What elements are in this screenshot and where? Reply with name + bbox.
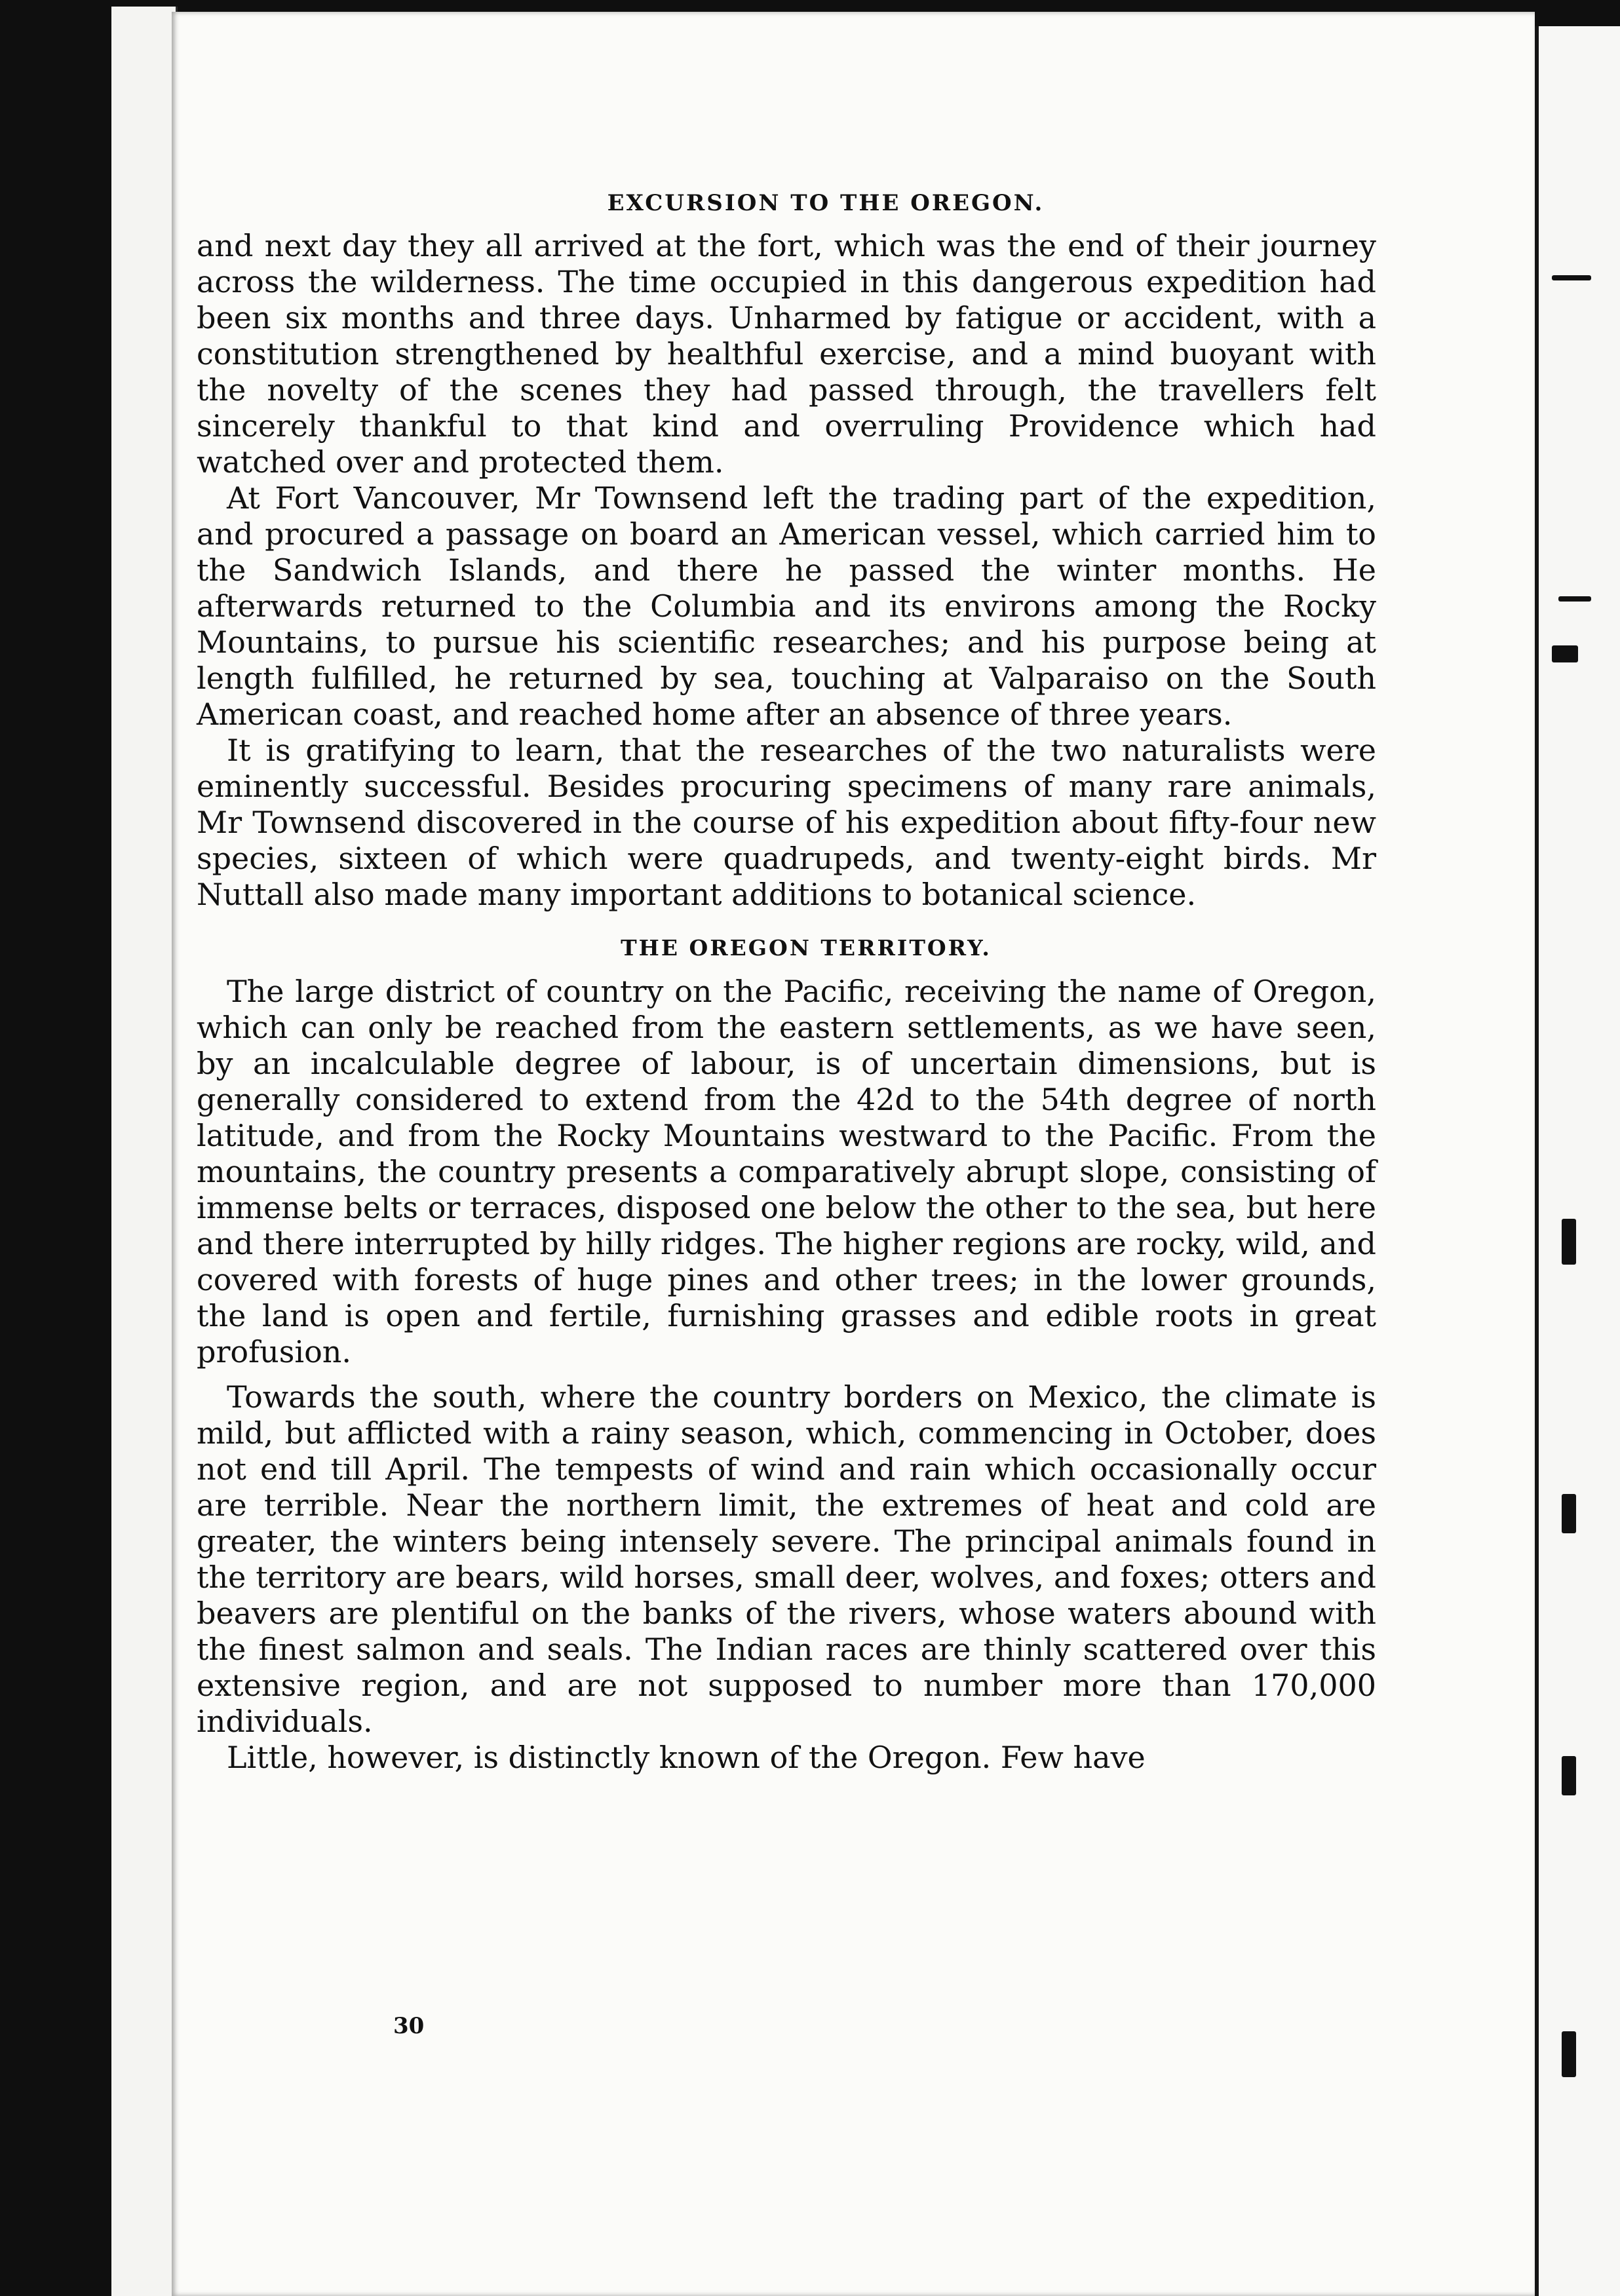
margin-mark (1562, 2031, 1576, 2077)
margin-mark (1552, 275, 1591, 280)
margin-mark (1558, 596, 1591, 602)
margin-mark (1562, 1756, 1576, 1795)
paragraph: Towards the south, where the country borders on Mexico, the climate is mild, but afflicted with a rainy season, which, commencing in October, does not end till April. The tempests of wind and rain which occasionally occur are terrible. Near the northern limit, the extremes of heat and cold are greater, the winters being intensely severe. The principal animals found in the territory are bears, wild horses, small deer, wolves, and foxes; otters and beavers are plentiful on the banks of the rivers, whose waters abound with the finest salmon and seals. The Indian races are thinly scattered over this extensive region, and are not supposed to number more than 170,000 individuals. (197, 1379, 1376, 1739)
margin-mark (1562, 1494, 1576, 1533)
paragraph: It is gratifying to learn, that the researches of the two naturalists were eminently successful. Besides procuring specimens of many rare animals, Mr Townsend discovered in the course of his expedition about fifty-four new species, sixteen of which were quadrupeds, and twenty-eight birds. Mr Nuttall also made many important additions to botanical science. (197, 733, 1376, 912)
running-head: EXCURSION TO THE OREGON. (607, 190, 1045, 216)
paragraph: The large district of country on the Pacific, receiving the name of Oregon, which can only be reached from the eastern settlements, as we have seen, by an incalculable degree of labour, is of uncertain dimensions, but is generally considered to extend from the 42d to the 54th degree of north latitude, and from the Rocky Mountains westward to the Pacific. From the mountains, the country presents a comparatively abrupt slope, consisting of immense belts or terraces, disposed one below the other to the sea, but here and there interrupted by hilly ridges. The higher regions are rocky, wild, and covered with forests of huge pines and other trees; in the lower grounds, the land is open and fertile, furnishing grasses and edible roots in great profusion. (197, 974, 1376, 1369)
paragraph: Little, however, is distinctly known of the Oregon. Few have (227, 1740, 1146, 1775)
paragraph: At Fort Vancouver, Mr Townsend left the trading part of the expedition, and procured a passage on board an American vessel, which carried him to the Sandwich Islands, and there he passed the winter months. He afterwards returned to the Columbia and its environs among the Rocky Mountains, to pursue his scientific researches; and his purpose being at length fulfilled, he returned by sea, touching at Valparaiso on the South American coast, and reached home after an absence of three years. (197, 480, 1376, 732)
section-heading: THE OREGON TERRITORY. (621, 935, 992, 961)
paragraph: and next day they all arrived at the fort, which was the end of their journey across the wilderness. The time occupied in this dangerous expedition had been six months and three days. Unharmed by fatigue or accident, with a constitution strengthened by healthful exercise, and a mind buoyant with the novelty of the scenes they had passed through, the travellers felt sincerely thankful to that kind and overruling Providence which had watched over and protected them. (197, 228, 1376, 480)
next-page-edge (1535, 26, 1620, 2296)
margin-mark (1562, 1219, 1576, 1265)
margin-mark (1552, 645, 1578, 662)
page-text (197, 190, 1376, 1776)
page-number: 30 (393, 2013, 425, 2039)
